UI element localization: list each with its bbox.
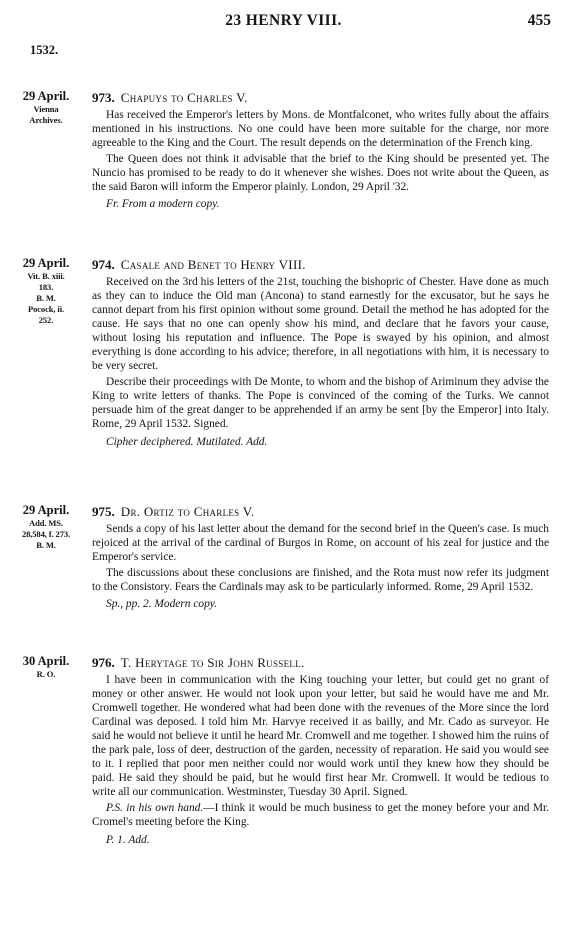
postscript-text: —I think it would be much business to get the money before your and Mr. Cromel's meeting before the King. (92, 802, 549, 829)
entry-title: T. Herytage to Sir John Russell. (120, 655, 305, 670)
entry-date: 29 April. (22, 89, 70, 103)
entry-date: 29 April. (22, 256, 70, 270)
entry-body (92, 256, 549, 449)
postscript (92, 801, 549, 829)
entry-number: 975. (92, 504, 115, 519)
source-note: Fr. From a modern copy. (106, 198, 220, 211)
entry-paragraph: Sends a copy of his last letter about the demand for the second brief in the Queen's case. Is much rejoiced at the arrival of the cardinal of Burgos in Rome, on account of his zeal for justice and the Emperor's service. (92, 523, 549, 564)
entry-title: Casale and Benet to Henry VIII. (120, 257, 306, 272)
year-marker: 1532. (30, 43, 59, 57)
entry-paragraph: Received on the 3rd his letters of the 21st, touching the bishopric of Chester. Have done as much as they can to induce the Old man (Ancona) to stand earnestly for the excusator, but he says he cannot depart from his first opinion without some ground. Detail the method he has adopted for the cause. He says that no one can openly show his mind, and declare that he favors your cause, without losing his reputation and influence. The Pope is swayed by his opinion, and almost everything is done according to his advice; therefore, in all negotiations with him, it is necessary to be very secret. (92, 276, 549, 373)
entry-body (92, 654, 549, 847)
entry-heading (92, 256, 549, 273)
entry-paragraph: Has received the Emperor's letters by Mons. de Montfalconet, who writes fully about the affairs mentioned in his instructions. No one could have been more suitable for the charge, nor more agreeable to the King and the Court. The result depends on the determination of the French king. (92, 109, 549, 150)
source-note: Cipher deciphered. Mutilated. Add. (106, 435, 268, 448)
entry-date: 29 April. (22, 503, 70, 517)
entry-number: 973. (92, 90, 115, 105)
source-line: 183. (38, 282, 54, 292)
entry-margin (14, 256, 78, 326)
entry-heading (92, 89, 549, 106)
page-number: 455 (527, 12, 551, 29)
entry-paragraph: The discussions about these conclusions are finished, and the Rota must now refer its judgment to the Consistory. Fears the Cardinals may ask to be particularly informed. Rome, 29 April 1532. (92, 567, 549, 594)
entry-body (92, 89, 549, 211)
postscript-label: P.S. in his own hand. (106, 802, 204, 815)
page-header (0, 12, 567, 34)
source-line: Vit. B. xiii. (27, 271, 65, 281)
entry-number: 976. (92, 655, 115, 670)
running-title: 23 HENRY VIII. (225, 12, 342, 29)
entry-paragraph: Describe their proceedings with De Monte, to whom and the bishop of Ariminum they advise the King to write letters of thanks. The Pope is convinced of the coming of the Turks. We cannot persuade him of the great danger to be apprehended if an army be sent [by the Emperor] into Italy. Rome, 29 April 1532. Signed. (92, 376, 549, 431)
source-line: B. M. (36, 293, 56, 303)
entry-body (92, 503, 549, 611)
entry-title: Dr. Ortiz to Charles V. (120, 504, 255, 519)
entry-number: 974. (92, 257, 115, 272)
source-line: Vienna (33, 104, 59, 114)
source-note: Sp., pp. 2. Modern copy. (106, 598, 218, 611)
entry-title: Chapuys to Charles V. (120, 90, 248, 105)
entry-heading (92, 654, 549, 671)
source-line: B. M. (36, 540, 56, 550)
source-line: Pocock, ii. (28, 304, 64, 314)
source-line: R. O. (36, 669, 56, 679)
source-line: Add. MS. (29, 518, 63, 528)
entry-margin (14, 503, 78, 551)
source-line: 252. (38, 315, 54, 325)
source-line: 28,584, f. 273. (21, 529, 71, 539)
entry-paragraph: The Queen does not think it advisable that the brief to the King should be presented yet. The Nuncio has promised to be ready to do it whenever she wishes. Does not write about the Queen, as the said Baron will inform the Emperor plainly. London, 29 April '32. (92, 153, 549, 194)
entry-date: 30 April. (22, 654, 70, 668)
entry-margin (14, 89, 78, 126)
entry-paragraph: I have been in communication with the King touching your letter, but could get no grant of money or other answer. He would not look upon your letter, but said he would have me and Mr. Cromwell together. He wondered what had been done with the revenues of the More since the lord Cardinal was deposed. I told him Mr. Harvye received it as bailly, and Mr. Cado as surveyor. He said he would not believe it until he heard Mr. Cromwell and me together. I showed him the ruins of the park pale, loss of deer, destruction of the garden, necessity of reparation. He said you would see to it. I replied that poor men neither could nor would work until they knew how they should be paid. He said they should be paid, but he would first hear Mr. Cromwell. It would be tedious to write all our communication. Westminster, Tuesday 30 April. Signed. (92, 674, 549, 799)
entry-heading (92, 503, 549, 520)
entry-margin (14, 654, 78, 680)
source-line: Archives. (29, 115, 63, 125)
source-note: P. 1. Add. (106, 833, 150, 846)
